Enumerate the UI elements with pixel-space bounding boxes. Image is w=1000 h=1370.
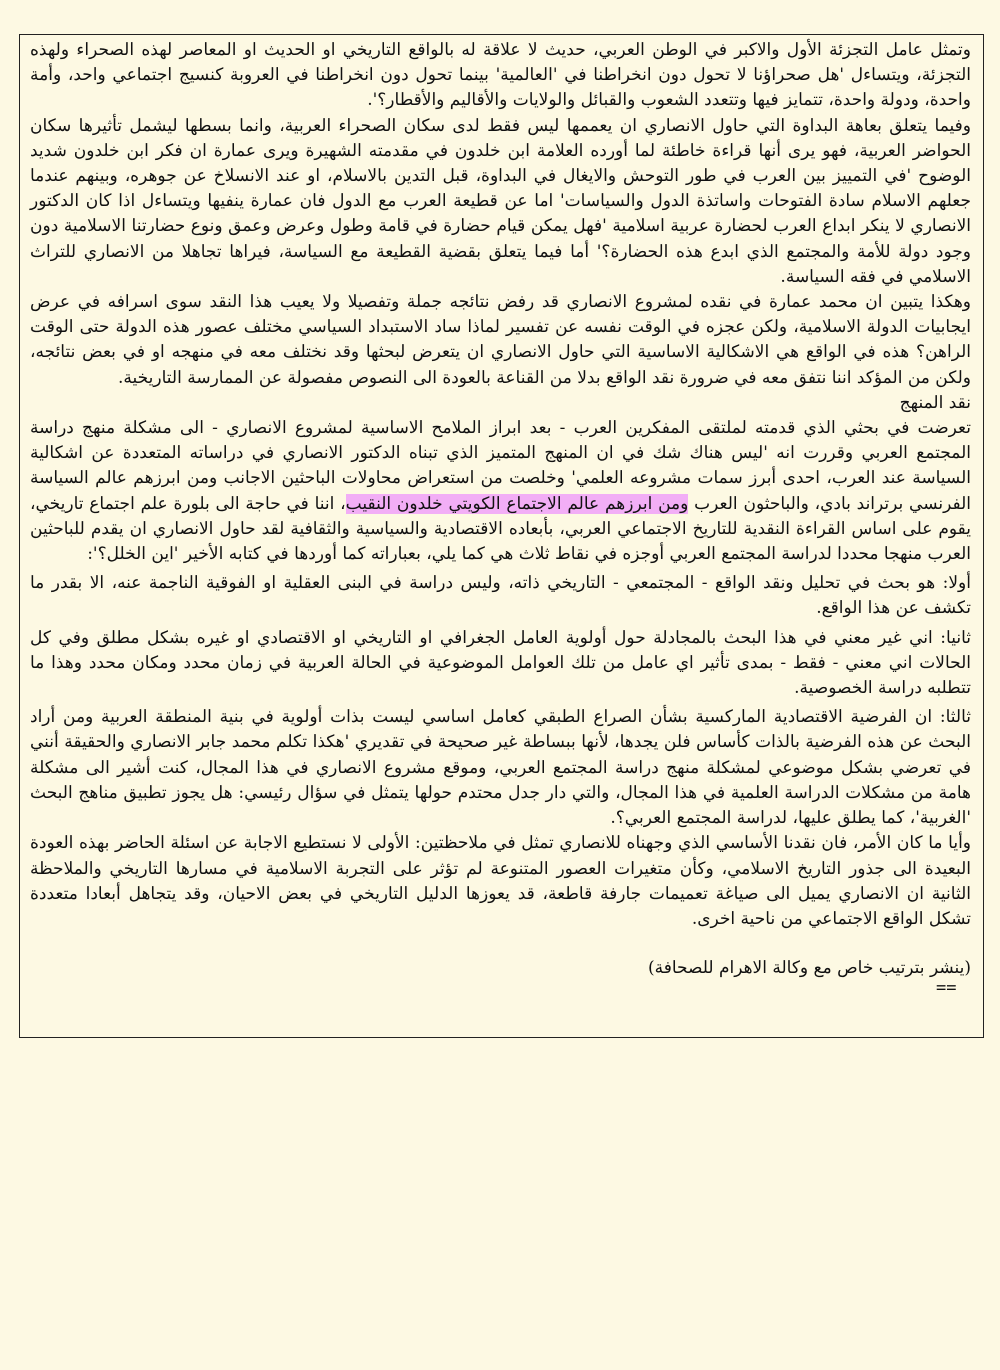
section-heading: نقد المنهج: [899, 392, 971, 413]
paragraph-2: وفيما يتعلق بعاهة البداوة التي حاول الانصاري ان يعممها ليس فقط لدى سكان الصحراء العربية، وانما بسطها ليشمل تأثيرها سكان الحواضر العربية، فهو يرى أنها قراءة خاطئة لما أورده العلامة ابن خلدون في مقدمته الشهيرة ويرى عمارة ان فكر ابن خلدون شديد الوضوح 'في التمييز بين العرب في طور التوحش والايغال في البداوة، قبل التدين بالاسلام، او عند الانسلاخ عن جوهره، وبينهم عندما جعلهم الاسلام سادة الفتوحات واساتذة الدول والسياسات' اما عن قطيعة العرب مع الدول فان عمارة ينفيها ويتساءل اذا كان الدكتور الانصاري لا ينكر ابداع العرب لحضارة عربية اسلامية 'فهل يمكن قيام حضارة في قامة وطول وعرض وعمق ونوع حضارتنا الاسلامية دون وجود دولة للأمة والمجتمع الذي ابدع هذه الحضارة؟' أما فيما يتعلق بقضية القطيعة مع السياسة، فيراها تجاهلا من الانصاري للتراث الاسلامي في فقه السياسة.: [30, 115, 971, 287]
highlighted-text: ومن ابرزهم عالم الاجتماع الكويتي خلدون النقيب: [345, 493, 689, 514]
paragraph-4: [30, 416, 971, 567]
paragraph-conclusion: وأيا ما كان الأمر، فان نقدنا الأساسي الذي وجهناه للانصاري تمثل في ملاحظتين: الأولى لا نستطيع الاجابة عن اسئلة الحاضر بهذه العودة البعيدة الى جذور التاريخ الاسلامي، وكأن متغيرات العصور المتنوعة لم تؤثر على التجربة الاسلامية في مسارها التاريخي والملاحظة الثانية ان الانصاري يميل الى صياغة تعميمات جارفة قاطعة، قد يعوزها الدليل التاريخي في بعض الاحيان، وقد يتجاهل أبعادا متعددة تشكل الواقع الاجتماعي من ناحية اخرى.: [30, 833, 971, 929]
publication-credit: (ينشر بترتيب خاص مع وكالة الاهرام للصحافة): [647, 958, 971, 979]
paragraph-1: وتمثل عامل التجزئة الأول والاكبر في الوطن العربي، حديث لا علاقة له بالواقع التاريخي او الحديث او المعاصر لهذه الصحراء ولهذه التجزئة، ويتساءل 'هل صحراؤنا لا تحول دون انخراطنا في 'العالمية' بينما تحول دون انخراطنا في العروبة كنسيج اجتماعي واحد، وأمة واحدة، ودولة واحدة، تتمايز فيها وتتعدد الشعوب والقبائل والولايات والأقاليم والأقطار؟'.: [30, 40, 971, 111]
paragraph-3: وهكذا يتبين ان محمد عمارة في نقده لمشروع الانصاري قد رفض نتائجه جملة وتفصيلا ولا يعيب هذا النقد سوى اسرافه في عرض ايجابيات الدولة الاسلامية، ولكن عجزه في الوقت نفسه عن تفسير لماذا ساد الاستبداد السياسي مختلف عصور هذه الدولة حتى الوقت الراهن؟ هذه في الواقع هي الاشكالية الاساسية التي حاول الانصاري ان يتعرض لبحثها وقد نختلف معه في منهجه او في بعض نتائجه، ولكن من المؤكد اننا نتفق معه في ضرورة نقد الواقع بدلا من القناعة بالعودة الى النصوص مفصولة عن الممارسة التاريخية.: [30, 292, 971, 388]
paragraph-4-text-b: ، اننا في حاجة الى بلورة علم اجتماع تاريخي، يقوم على اساس القراءة النقدية للتاريخ الاجتماعي العربي، بأبعاده الاقتصادية والسياسية والثقافية لقد حاول الانصاري ان يقدم للباحثين العرب منهجا محددا لدراسة المجتمع العربي أوجزه في نقاط ثلاث هي كما يلي، بعباراته كما أوردها في كتابه الأخير 'اين الخلل؟':: [30, 493, 971, 565]
paragraph-point-2: ثانيا: اني غير معني في هذا البحث بالمجادلة حول أولوية العامل الجغرافي او التاريخي او الاقتصادي او غيره بشكل مطلق وفي كل الحالات اني معني - فقط - بمدى تأثير اي عامل من تلك العوامل الموضوعية في الحالة العربية في زمان محدد ومكان محدد وهذا ما تتطلبه دراسة الخصوصية.: [30, 627, 971, 699]
end-mark: ==: [936, 978, 957, 998]
article-frame: [19, 34, 984, 1038]
spacer: [30, 932, 971, 956]
paragraph-point-3: ثالثا: ان الفرضية الاقتصادية الماركسية بشأن الصراع الطبقي كعامل اساسي ليست بذات أولوية في بنية المنطقة العربية ومن أراد البحث عن هذه الفرضية بالذات كأساس فلن يجدها، لأنها ببساطة غير صحيحة في تقديري 'هكذا تكلم محمد جابر الانصاري والحقيقة أنني في تعرضي بشكل موضوعي لمشكلة منهج دراسة المجتمع العربي، وموقع مشروع الانصاري في هذا المجال، كنت أشير الى مشكلة هامة من مشكلات الدراسة العلمية في هذا المجال، والتي دار جدل محتدم حولها يتمثل في سؤال رئيسي: هل يجوز تطبيق مناهج البحث 'الغربية'، كما يطلق عليها، لدراسة المجتمع العربي؟.: [30, 707, 971, 829]
article-body: [30, 38, 971, 981]
paragraph-4-text-a: تعرضت في بحثي الذي قدمته لملتقى المفكرين العرب - بعد ابراز الملامح الاساسية لمشروع الانصاري - الى مشكلة منهج دراسة المجتمع العربي وقررت انه 'ليس هناك شك في ان المنهج المتميز الذي تبناه الدكتور الانصاري في دراساته المتعددة عن اشكالية السياسة عند العرب، احدى أبرز سمات مشروعه العلمي' وخلصت من استعراض محاولات الباحثين الاجانب ومن ابرزهم عالم السياسة الفرنسي برتراند بادي، والباحثون العرب: [30, 418, 972, 514]
paragraph-point-1: أولا: هو بحث في تحليل ونقد الواقع - المجتمعي - التاريخي ذاته، وليس دراسة في البنى العقلية او الفوقية الناجمة عنه، الا بقدر ما تكشف عن هذا الواقع.: [30, 573, 971, 619]
